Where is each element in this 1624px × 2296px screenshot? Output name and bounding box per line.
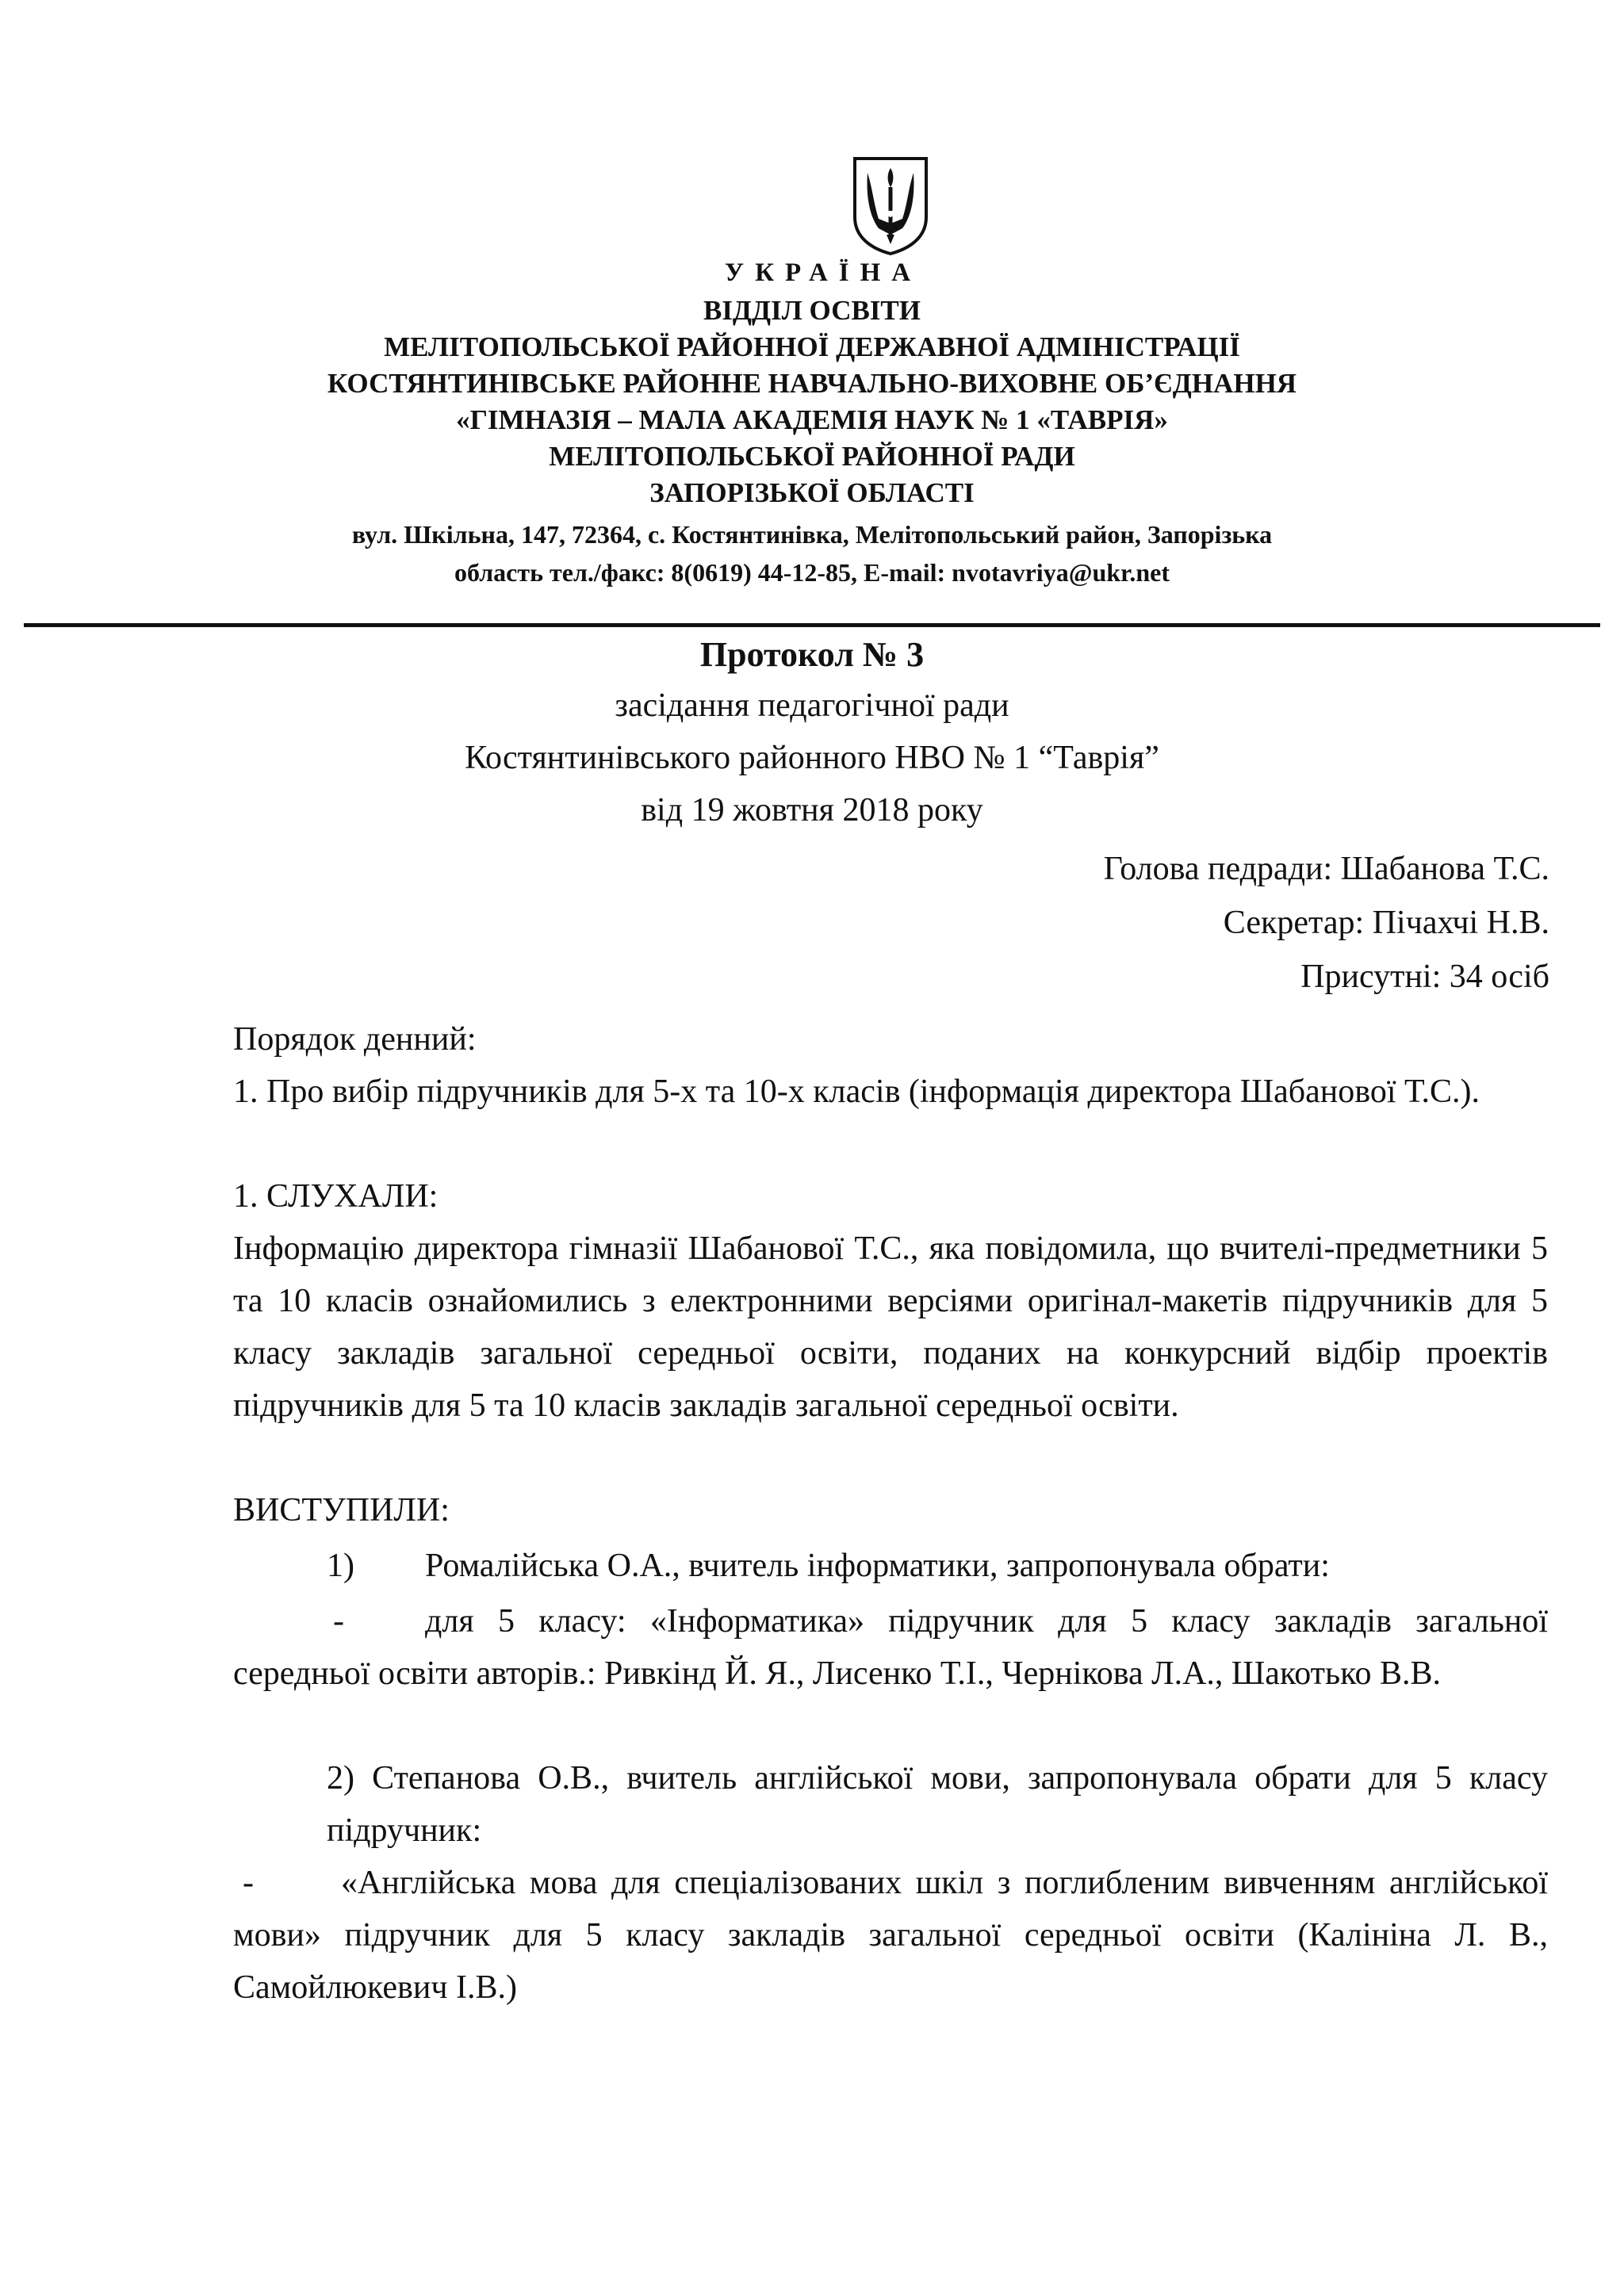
spoke-label: ВИСТУПИЛИ: bbox=[233, 1492, 450, 1529]
country-name: УКРАЇНА bbox=[724, 258, 922, 287]
speaker-1 bbox=[233, 1540, 1548, 1592]
heard-label: 1. СЛУХАЛИ: bbox=[233, 1178, 439, 1215]
speaker-1-text: Ромалійська О.А., вчитель інформатики, запропонувала обрати: bbox=[425, 1548, 1330, 1584]
administration-name: МЕЛІТОПОЛЬСЬКОЇ РАЙОННОЇ ДЕРЖАВНОЇ АДМІНІСТРАЦІЇ bbox=[384, 331, 1240, 362]
protocol-title: Протокол № 3 bbox=[699, 635, 925, 674]
speaker-1-dash: - bbox=[333, 1603, 344, 1640]
council-name: МЕЛІТОПОЛЬСЬКОЇ РАЙОННОЇ РАДИ bbox=[549, 441, 1075, 472]
speaker-2-text: 2) Степанова О.В., вчитель англійської мови, запропонувала обрати для 5 класу підручник: bbox=[327, 1760, 1548, 1849]
speaker-2-book-text: «Англійська мова для спеціалізованих шкіл з поглибленим вивченням англійської мови» підручник для 5 класу закладів загальної середньої освіти (Калініна Л. В., Самойлюкевич І.В.) bbox=[233, 1865, 1548, 2006]
heard-text: Інформацію директора гімназії Шабанової Т.С., яка повідомила, що вчителі-предметники 5 та 10 класів ознайомились з електронними версіями оригінал-макетів підручників для 5 класу закладів загальної середньої освіти, поданих на конкурсний відбір проектів підручників для 5 та 10 класів закладів загальної середньої освіти. bbox=[233, 1230, 1548, 1424]
speaker-2-dash: - bbox=[243, 1865, 254, 1901]
speaker-1-number: 1) bbox=[327, 1548, 354, 1584]
region-name: ЗАПОРІЗЬКОЇ ОБЛАСТІ bbox=[649, 477, 975, 508]
coat-of-arms-icon bbox=[852, 155, 929, 257]
chair-line: Голова педради: Шабанова Т.С. bbox=[1103, 851, 1549, 887]
agenda-item-1: 1. Про вибір підручників для 5-х та 10-х класів (інформація директора Шабанової Т.С.). bbox=[233, 1073, 1480, 1110]
protocol-subtitle: засідання педагогічної ради bbox=[615, 687, 1009, 724]
header-divider bbox=[24, 623, 1600, 627]
department-name: ВІДДІЛ ОСВІТИ bbox=[703, 295, 921, 326]
speaker-1-book bbox=[233, 1595, 1548, 1700]
protocol-institution: Костянтинівського районного НВО № 1 “Таврія” bbox=[465, 740, 1159, 776]
protocol-date: від 19 жовтня 2018 року bbox=[641, 792, 983, 828]
speaker-2 bbox=[233, 1752, 1548, 1857]
institution-union-name: КОСТЯНТИНІВСЬКЕ РАЙОННЕ НАВЧАЛЬНО-ВИХОВНЕ ОБ’ЄДНАННЯ bbox=[327, 368, 1297, 399]
agenda-label: Порядок денний: bbox=[233, 1021, 477, 1058]
present-line: Присутні: 34 осіб bbox=[1300, 959, 1549, 995]
gymnasium-name: «ГІМНАЗІЯ – МАЛА АКАДЕМІЯ НАУК № 1 «ТАВРІЯ» bbox=[456, 404, 1168, 435]
address-line-1: вул. Шкільна, 147, 72364, с. Костянтинівка, Мелітопольський район, Запорізька bbox=[351, 520, 1273, 549]
speaker-1-book-text: для 5 класу: «Інформатика» підручник для 5 класу закладів загальної середньої освіти авторів.: Ривкінд Й. Я., Лисенко Т.І., Чернікова Л.А., Шакотько В.В. bbox=[233, 1603, 1548, 1692]
address-line-2: область тел./факс: 8(0619) 44-12-85, E-mail: nvotavriya@ukr.net bbox=[454, 558, 1170, 587]
speaker-2-book bbox=[233, 1857, 1548, 2014]
secretary-line: Секретар: Пічахчі Н.В. bbox=[1223, 905, 1549, 941]
